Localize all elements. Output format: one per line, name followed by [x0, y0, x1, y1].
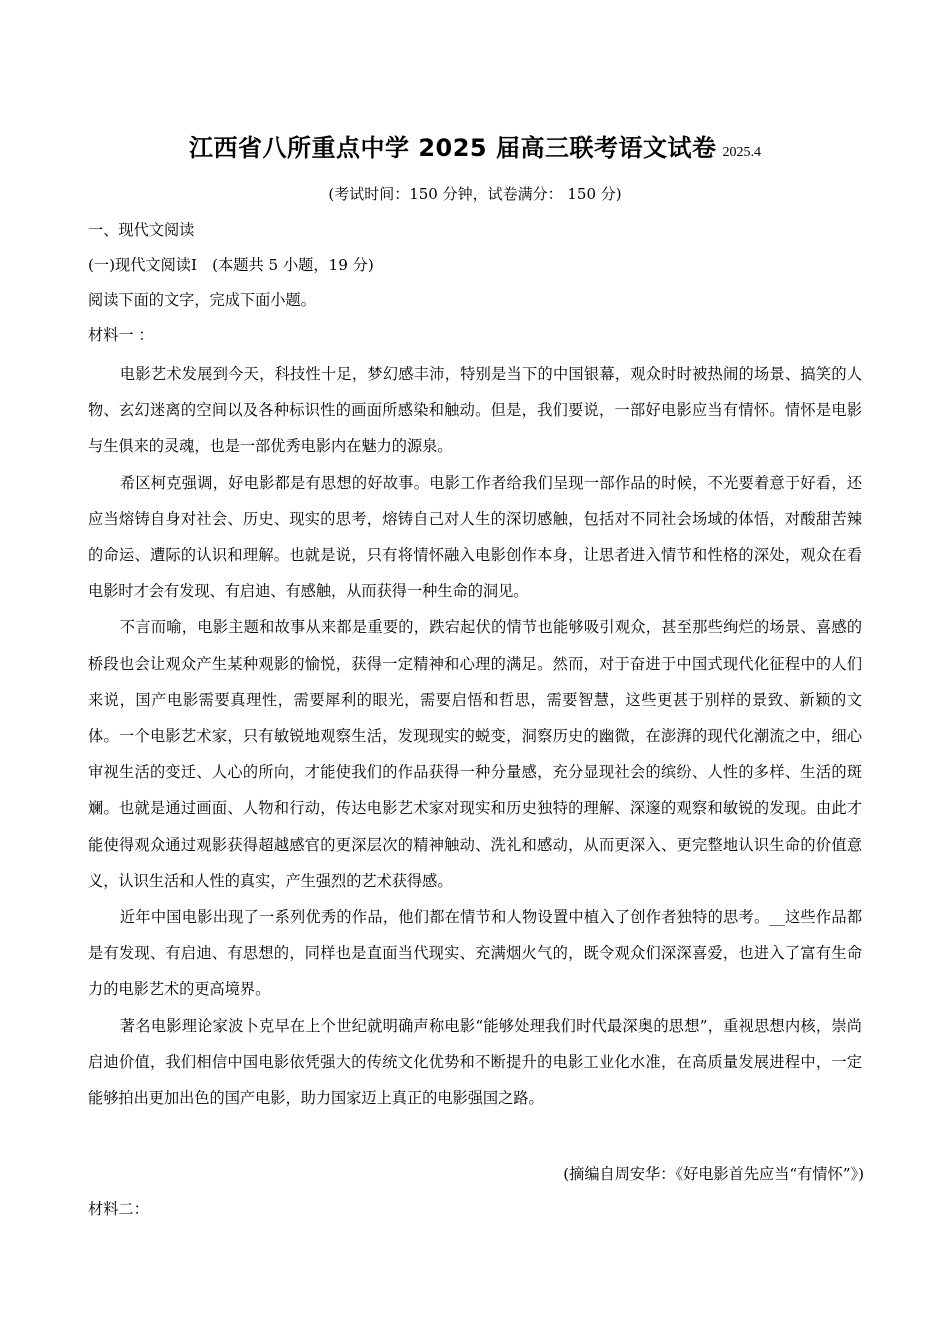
exam-title: [0, 128, 950, 163]
exam-date: 2025.4: [722, 145, 761, 160]
material-two-label: 材料二：: [88, 1200, 149, 1218]
material-one-source: (摘编自周安华：《好电影首先应当“有情怀”》): [563, 1165, 864, 1183]
material-one-label: 材料一 ：: [88, 326, 154, 344]
material-one-body: [88, 356, 862, 1116]
title-text: 江西省八所重点中学 2025 届高三联考语文试卷: [188, 134, 717, 162]
paragraph: 近年中国电影出现了一系列优秀的作品，他们都在情节和人物设置中植入了创作者独特的思考。__这些作品都是有发现、有启迪、有思想的，同样也是直面当代现实、充满烟火气的，既令观众们深深喜爱，也进入了富有生命力的电影艺术的更高境界。: [88, 908, 862, 999]
section-heading: 一、现代文阅读: [88, 221, 195, 239]
paragraph: 不言而喻，电影主题和故事从来都是重要的，跌宕起伏的情节也能够吸引观众，甚至那些绚烂的场景、喜感的桥段也会让观众产生某种观影的愉悦，获得一定精神和心理的满足。然而，对于奋进于中国式现代化征程中的人们来说，国产电影需要真理性，需要犀利的眼光，需要启悟和哲思，需要智慧，这些更甚于别样的景致、新颖的文体。一个电影艺术家，只有敏锐地观察生活，发现现实的蜕变，洞察历史的幽微，在澎湃的现代化潮流之中，细心审视生活的变迁、人心的所向，才能使我们的作品获得一种分量感，充分显现社会的缤纷、人性的多样、生活的斑斓。也就是通过画面、人物和行动，传达电影艺术家对现实和历史独特的理解、深邃的观察和敏锐的发现。由此才能使得观众通过观影获得超越感官的更深层次的精神触动、洗礼和感动，从而更深入、更完整地认识生命的价值意义，认识生活和人性的真实，产生强烈的艺术获得感。: [88, 618, 862, 890]
paragraph: 电影艺术发展到今天，科技性十足，梦幻感丰沛，特别是当下的中国银幕，观众时时被热闹的场景、搞笑的人物、玄幻迷离的空间以及各种标识性的画面所感染和触动。但是，我们要说，一部好电影应当有情怀。情怀是电影与生俱来的灵魂，也是一部优秀电影内在魅力的源泉。: [88, 365, 862, 456]
paragraph: 希区柯克强调，好电影都是有思想的好故事。电影工作者给我们呈现一部作品的时候，不光要着意于好看，还应当熔铸自身对社会、历史、现实的思考，熔铸自己对人生的深切感触，包括对不同社会场域的体悟，对酸甜苦辣的命运、遭际的认识和理解。也就是说，只有将情怀融入电影创作本身，让思者进入情节和性格的深处，观众在看电影时才会有发现、有启迪、有感触，从而获得一种生命的洞见。: [88, 473, 862, 601]
exam-info: (考试时间：150 分钟，试卷满分： 150 分): [328, 185, 622, 203]
paragraph: 著名电影理论家波卜克早在上个世纪就明确声称电影“能够处理我们时代最深奥的思想”，重视思想内核，崇尚启迪价值，我们相信中国电影依凭强大的传统文化优势和不断提升的电影工业化水准，在高质量发展进程中，一定能够拍出更加出色的国产电影，助力国家迈上真正的电影强国之路。: [88, 1016, 862, 1108]
instruction: 阅读下面的文字，完成下面小题。: [88, 291, 316, 309]
section-subheading: (一)现代文阅读Ⅰ (本题共 5 小题，19 分): [88, 256, 374, 274]
